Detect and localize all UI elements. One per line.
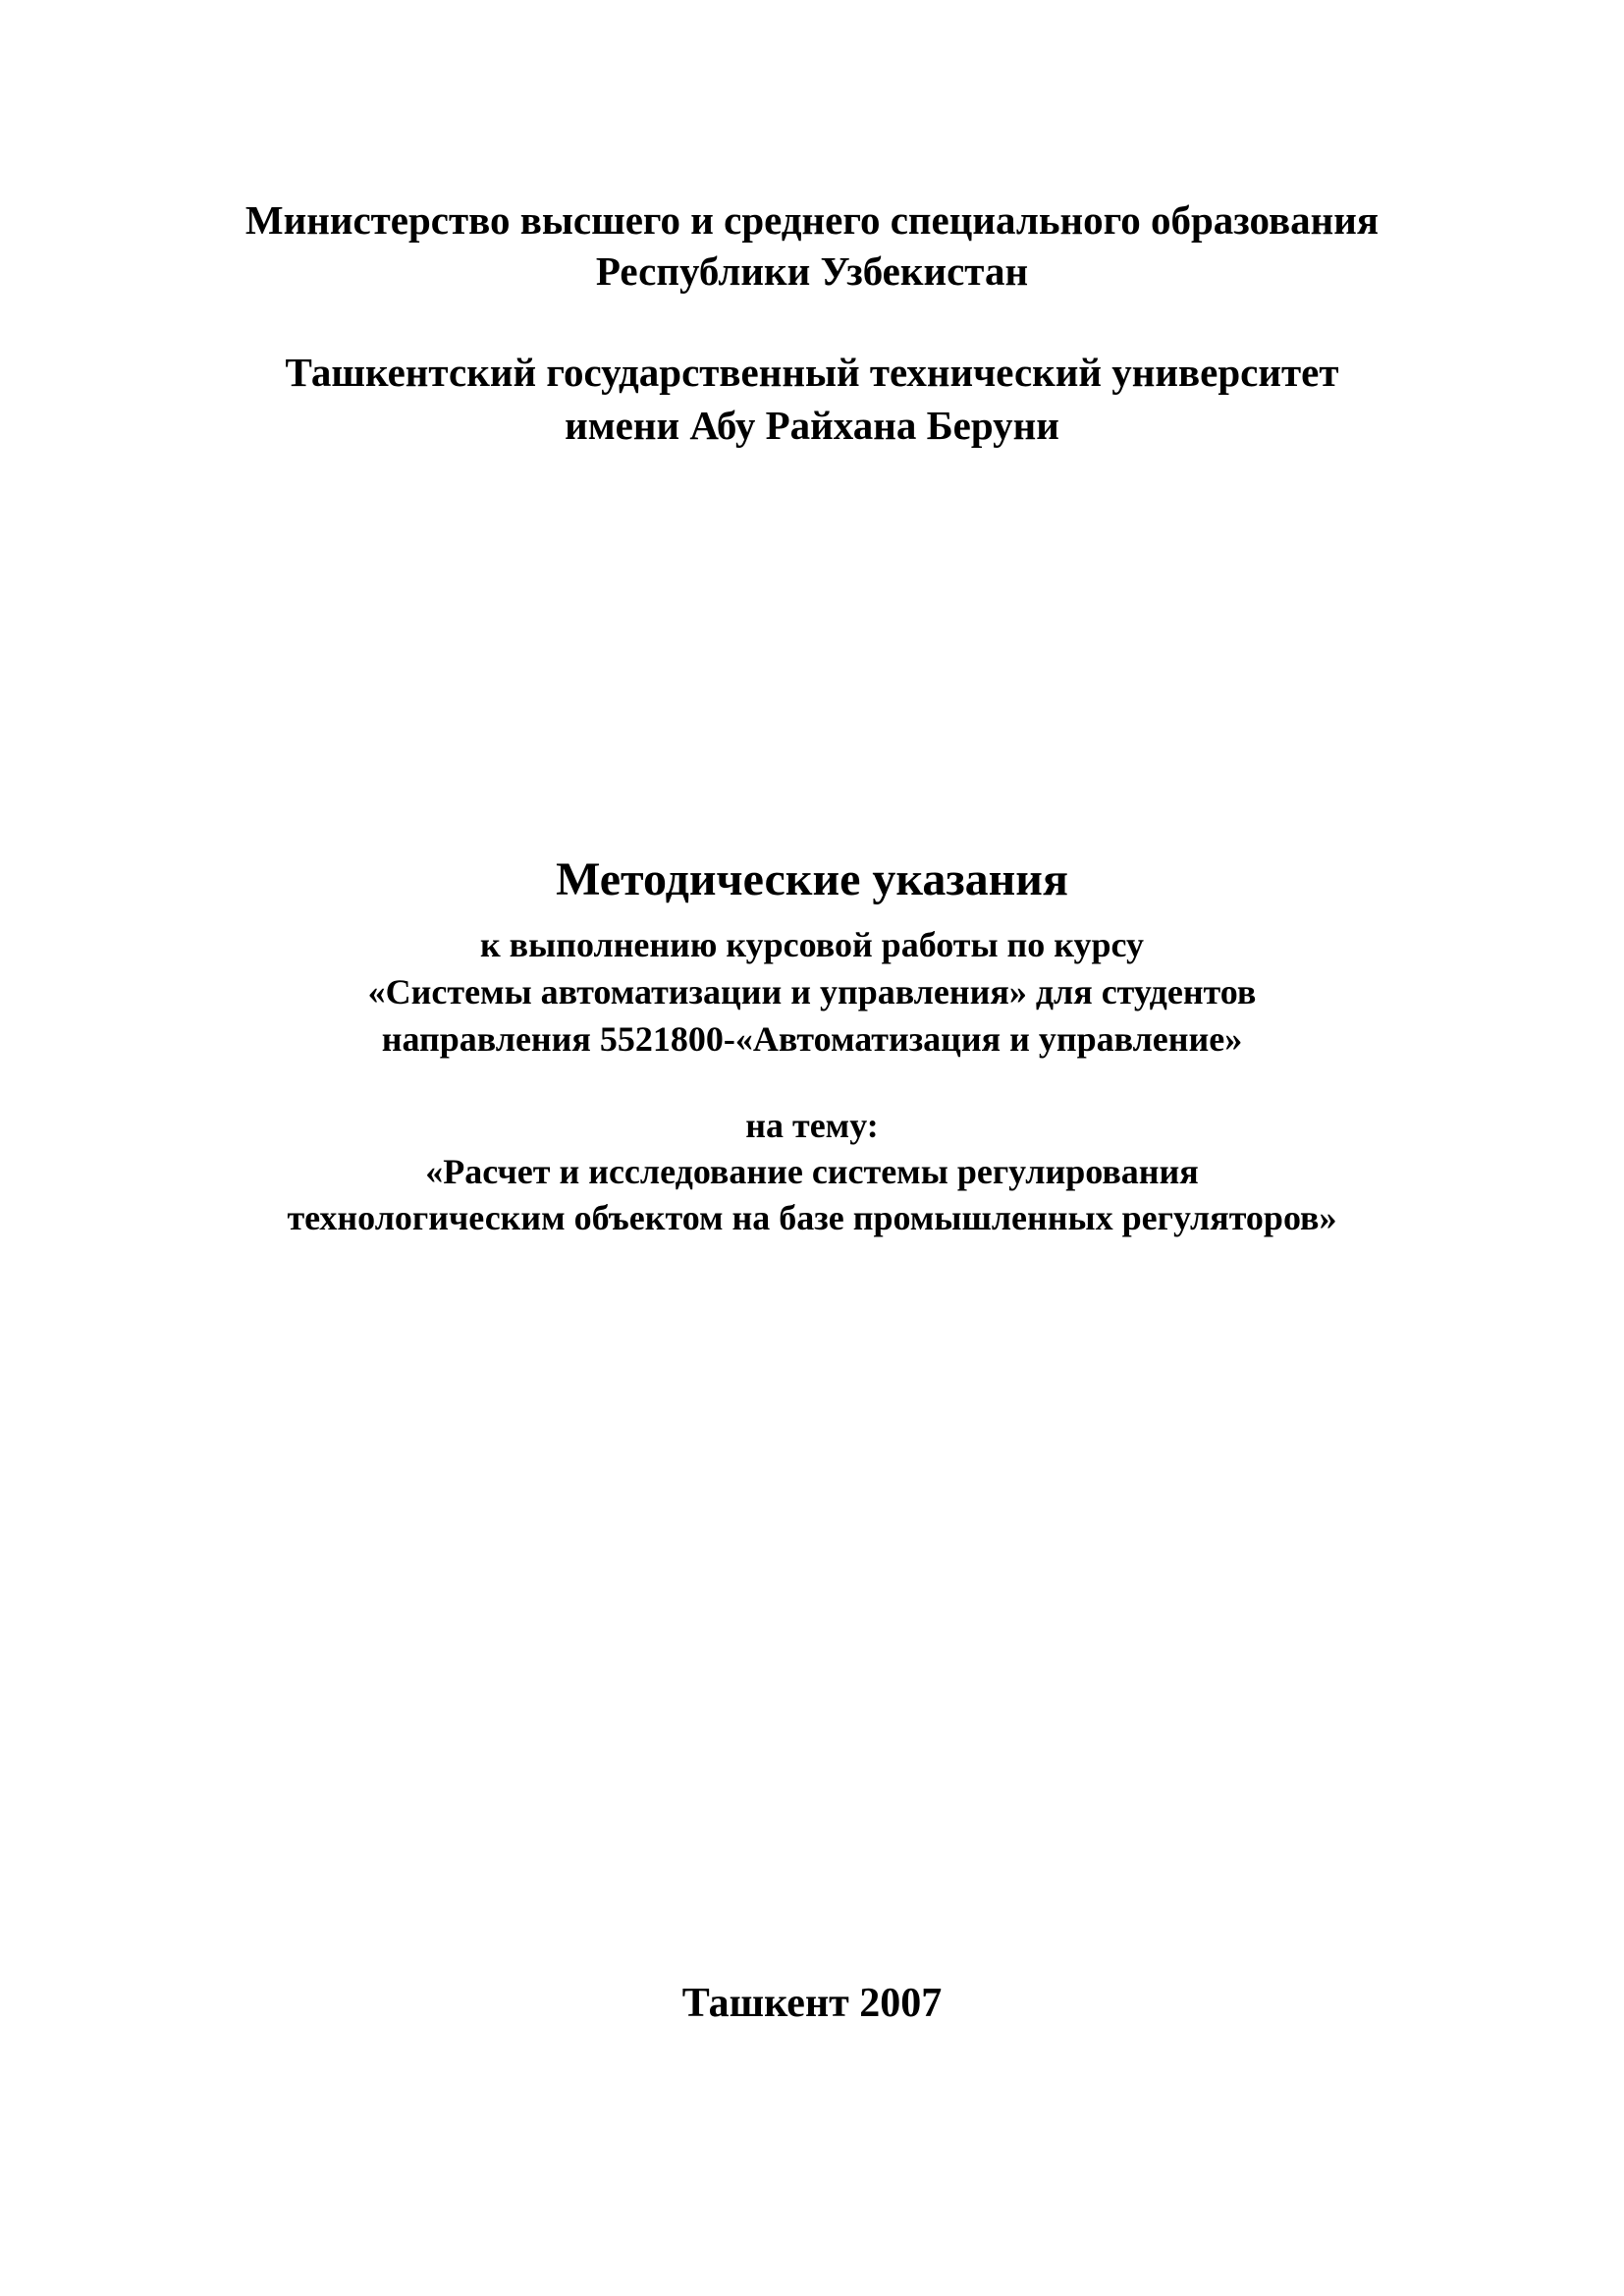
subtitle-line-3: направления 5521800-«Автоматизация и управление» <box>381 1019 1243 1059</box>
topic-text <box>0 1149 1624 1241</box>
ministry-line-2: Республики Узбекистан <box>595 248 1029 294</box>
university-line-1: Ташкентский государственный технический университет <box>285 350 1339 395</box>
topic-line-1: «Расчет и исследование системы регулирования <box>425 1152 1199 1191</box>
city-year: Ташкент 2007 <box>681 1981 943 2026</box>
ministry-line-1: Министерство высшего и среднего специального образования <box>244 197 1380 243</box>
subtitle-line-1: к выполнению курсовой работы по курсу <box>479 925 1145 964</box>
university-line-2: имени Абу Райхана Беруни <box>565 403 1059 448</box>
university-heading <box>0 346 1624 452</box>
document-title: Методические указания <box>556 853 1068 905</box>
document-subtitle <box>0 921 1624 1063</box>
topic-label: на тему: <box>745 1106 879 1145</box>
topic-line-2: технологическим объектом на базе промышленных регуляторов» <box>287 1198 1337 1237</box>
ministry-heading <box>0 194 1624 297</box>
subtitle-line-2: «Системы автоматизации и управления» для студентов <box>367 972 1257 1011</box>
